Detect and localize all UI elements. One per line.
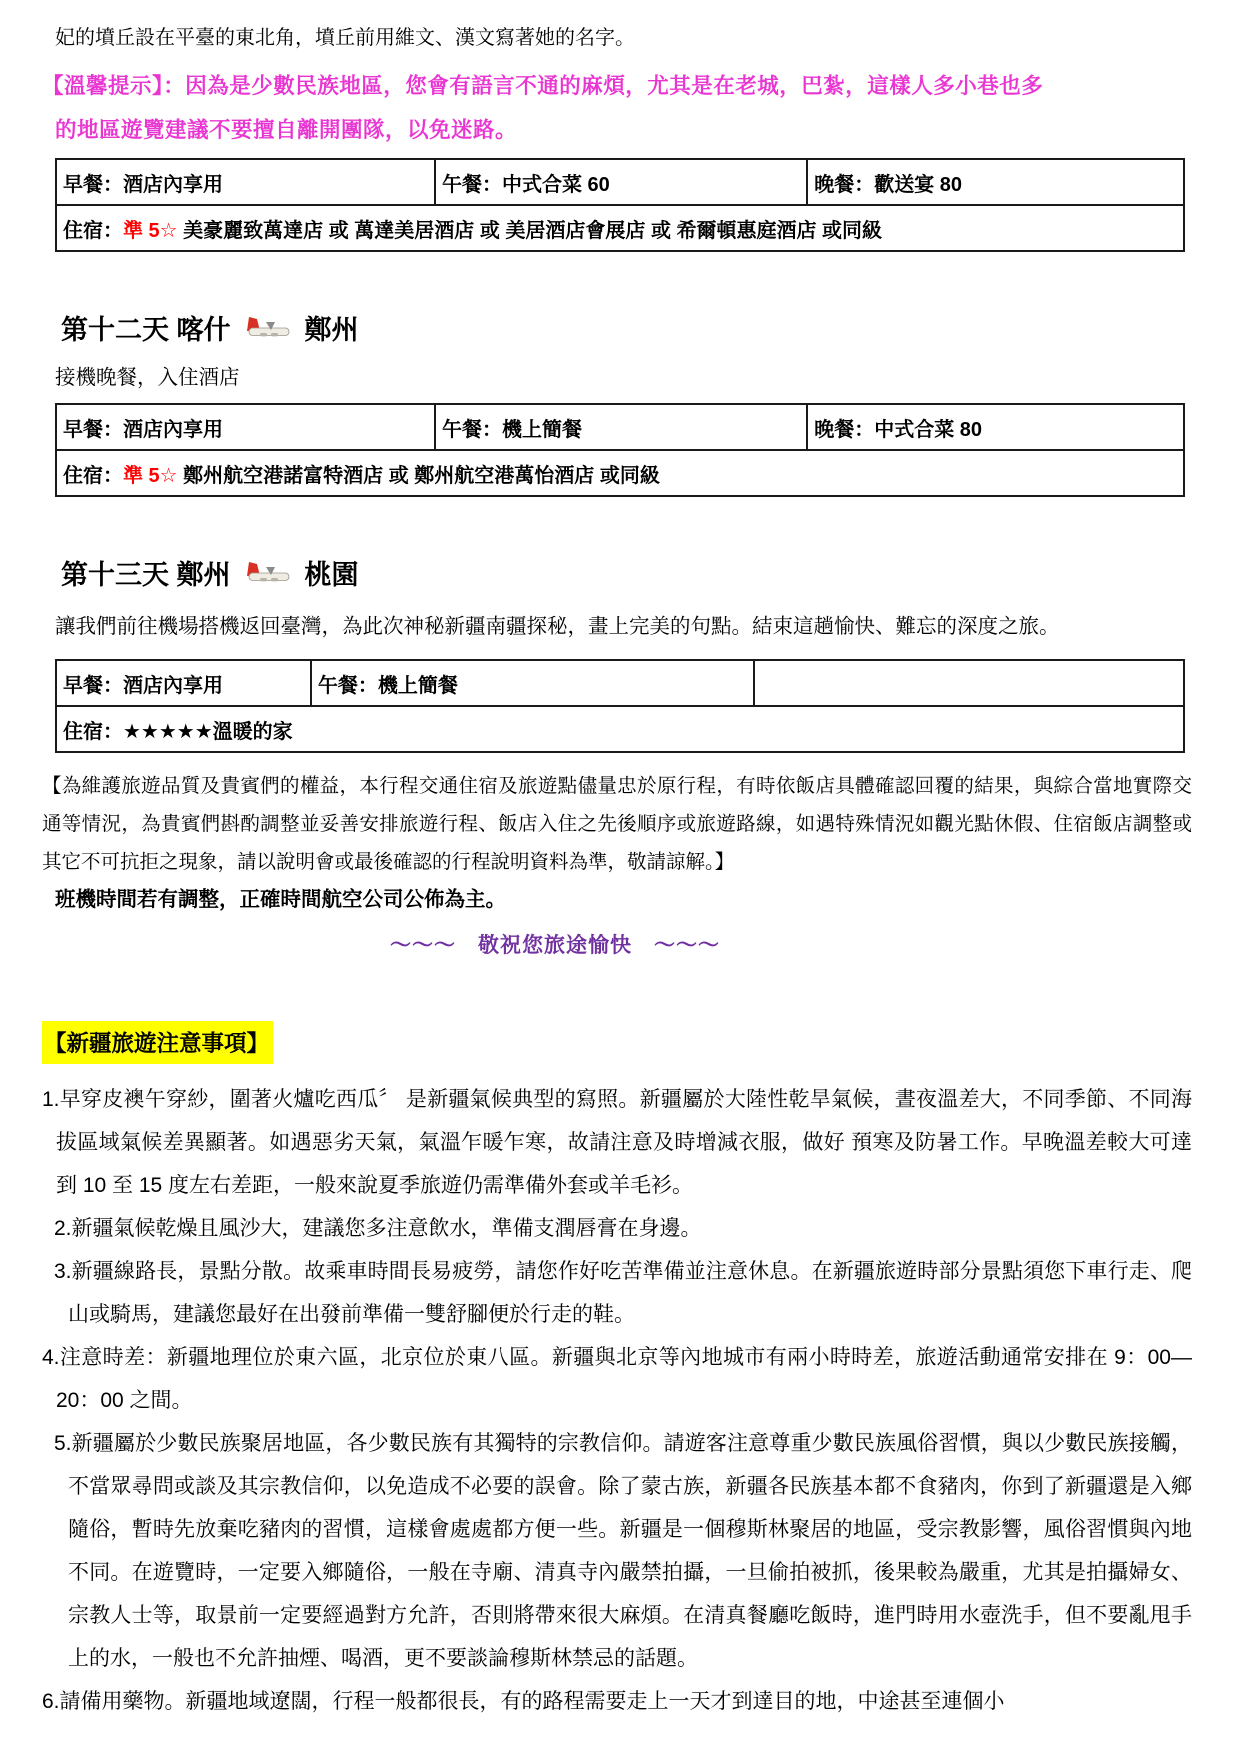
- breakfast-cell: 早餐：酒店內享用: [56, 404, 435, 450]
- note-item-4: 4.注意時差：新疆地理位於東六區，北京位於東八區。新疆與北京等內地城市有兩小時時差，旅遊活動通常安排在 9：00—20：00 之間。: [42, 1346, 1192, 1412]
- airplane-icon: [245, 315, 291, 341]
- note-item-1: 1.早穿皮襖午穿紗，圍著火爐吃西瓜〞 是新疆氣候典型的寫照。新疆屬於大陸性乾旱氣候，晝夜溫差大，不同季節、不同海拔區域氣候差異顯著。如遇惡劣天氣，氣溫乍暖乍寒，故請注意及時增減衣服，做好 預寒及防暑工作。早晚溫差較大可達到 10 至 15 度左右差距，一般來說夏季旅遊仍需準備外套或羊毛衫。: [42, 1088, 1192, 1197]
- stay-prefix: 住宿：: [63, 464, 123, 487]
- breakfast-cell: 早餐：酒店內享用: [56, 660, 311, 706]
- stay-hotels: 美豪麗致萬達店 或 萬達美居酒店 或 美居酒店會展店 或 希爾頓惠庭酒店 或同級: [177, 219, 883, 242]
- lunch-cell: 午餐：機上簡餐: [435, 404, 807, 450]
- meal-table-day12: [55, 403, 1185, 497]
- table-row: [56, 660, 1184, 706]
- airplane-icon: [245, 560, 291, 586]
- stay-cell: [56, 205, 1184, 251]
- stay-home: ★★★★★溫暖的家: [123, 720, 293, 743]
- disclaimer-paragraph: 【為維護旅遊品質及貴賓們的權益，本行程交通住宿及旅遊點儘量忠於原行程，有時依飯店具體確認回覆的結果，與綜合當地實際交通等情況，為貴賓們斟酌調整並妥善安排旅遊行程、飯店入住之先後順序或旅遊路線，如遇特殊情況如觀光點休假、住宿飯店調整或其它不可抗拒之現象，請以說明會或最後確認的行程說明資料為準，敬請諒解。】: [42, 775, 1192, 873]
- breakfast-cell: 早餐：酒店內享用: [56, 159, 435, 205]
- flight-schedule-note: 班機時間若有調整，正確時間航空公司公佈為主。: [55, 888, 506, 911]
- stay-hotels: 鄭州航空港諾富特酒店 或 鄭州航空港萬怡酒店 或同級: [177, 464, 660, 487]
- notes-heading: 【新疆旅遊注意事項】: [42, 1021, 273, 1064]
- note-item-2: 2.新疆氣候乾燥且風沙大，建議您多注意飲水，準備支潤唇膏在身邊。: [54, 1217, 702, 1240]
- table-row: [56, 404, 1184, 450]
- warm-tip-line2: 的地區遊覽建議不要擅自離開團隊，以免迷路。: [55, 118, 518, 142]
- note-item-5: 5.新疆屬於少數民族聚居地區，各少數民族有其獨特的宗教信仰。請遊客注意尊重少數民族風俗習慣，與以少數民族接觸，不當眾尋問或談及其宗教信仰，以免造成不必要的誤會。除了蒙古族，新疆各民族基本都不食豬肉，你到了新疆還是入鄉隨俗，暫時先放棄吃豬肉的習慣，這樣會處處都方便一些。新疆是一個穆斯林聚居的地區，受宗教影響，風俗習慣與內地不同。在遊覽時，一定要入鄉隨俗，一般在寺廟、清真寺內嚴禁拍攝，一旦偷拍被抓，後果較為嚴重，尤其是拍攝婦女、宗教人士等，取景前一定要經過對方允許，否則將帶來很大麻煩。在清真餐廳吃飯時，進門時用水壺洗手，但不要亂甩手上的水，一般也不允許抽煙、喝酒，更不要談論穆斯林禁忌的話題。: [54, 1432, 1192, 1670]
- table-row: [56, 706, 1184, 752]
- day13-desc: 讓我們前往機場搭機返回臺灣，為此次神秘新疆南疆探秘，畫上完美的句點。結束這趟愉快、難忘的深度之旅。: [55, 615, 1060, 638]
- meal-table-day13: [55, 659, 1185, 753]
- day12-title-right: 鄭州: [304, 315, 359, 345]
- day12-title-left: 第十二天 喀什: [61, 315, 231, 345]
- meal-table-day11: [55, 158, 1185, 252]
- table-row: [56, 159, 1184, 205]
- table-row: [56, 205, 1184, 251]
- day13-heading: [61, 553, 1185, 592]
- notes-heading-wrap: [42, 1021, 1185, 1064]
- lunch-cell: 午餐：中式合菜 60: [435, 159, 807, 205]
- intro-paragraph: 妃的墳丘設在平臺的東北角，墳丘前用維文、漢文寫著她的名字。: [55, 27, 635, 49]
- stay-grade: 準 5☆: [123, 219, 178, 242]
- stay-grade: 準 5☆: [123, 464, 178, 487]
- warm-tip: [42, 64, 1185, 152]
- stay-cell: [56, 706, 1184, 752]
- travel-notes-list: [42, 1078, 1192, 1723]
- lunch-cell: 午餐：機上簡餐: [311, 660, 754, 706]
- stay-prefix: 住宿：: [63, 720, 123, 743]
- warm-tip-line1: 【溫馨提示】：因為是少數民族地區，您會有語言不通的麻煩，尤其是在老城，巴紮，這樣人多小巷也多: [42, 74, 1044, 98]
- day13-title-left: 第十三天 鄭州: [61, 560, 231, 590]
- dinner-cell: 晚餐：歡送宴 80: [807, 159, 1184, 205]
- stay-cell: [56, 450, 1184, 496]
- note-item-3: 3.新疆線路長，景點分散。故乘車時間長易疲勞，請您作好吃苦準備並注意休息。在新疆旅遊時部分景點須您下車行走、爬山或騎馬，建議您最好在出發前準備一雙舒腳便於行走的鞋。: [54, 1260, 1192, 1326]
- note-item-6: 6.請備用藥物。新疆地域遼闊，行程一般都很長，有的路程需要走上一天才到達目的地，中途甚至連個小: [42, 1690, 1005, 1713]
- stay-prefix: 住宿：: [63, 219, 123, 242]
- day12-heading: [61, 308, 1185, 347]
- blessing-line: ～～～ 敬祝您旅途愉快 ～～～: [390, 934, 720, 957]
- empty-cell: [754, 660, 1184, 706]
- day13-title-right: 桃園: [304, 560, 359, 590]
- day12-desc: 接機晚餐，入住酒店: [55, 366, 240, 389]
- table-row: [56, 450, 1184, 496]
- dinner-cell: 晚餐：中式合菜 80: [807, 404, 1184, 450]
